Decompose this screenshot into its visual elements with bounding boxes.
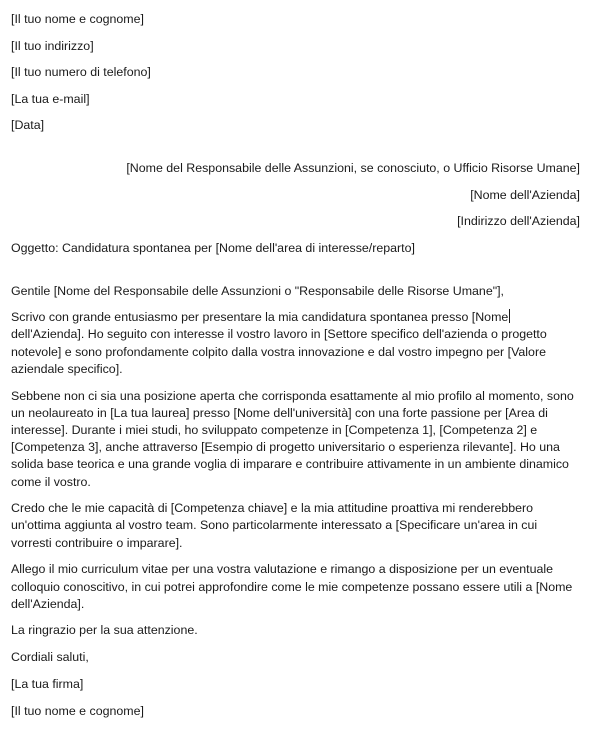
body-paragraph-1-rest: dell'Azienda]. Ho seguito con interesse il vostro lavoro in [Settore specifico dell'azienda o progetto notevole] e sono profondamente colpito dalla vostra innovazione e dal vostro impegno per [Valore aziendale specifico]. [11,327,547,376]
body-paragraph-2: Sebbene non ci sia una posizione aperta che corrisponda esattamente al mio profilo al momento, sono un neolaureato in [La tua laurea] presso [Nome dell'università] con una forte passione per [Area di interesse]. Durante i miei studi, ho sviluppato competenze in [Competenza 1], [Competenza 2] e [Competenza 3], anche attraverso [Esempio di progetto universitario o esperienza rilevante]. Ho una solida base teorica e una grande voglia di imparare e contribuire attivamente in un ambiente dinamico come il vostro. [11,388,574,489]
body-paragraph-1-start: Scrivo con grande entusiasmo per presentare la mia candidatura spontanea presso [Nome [11,310,509,325]
sender-address: [Il tuo indirizzo] [11,38,94,53]
sender-email: [La tua e-mail] [11,91,90,106]
recipient-company: [Nome dell'Azienda] [470,187,580,202]
body-paragraph-1 [11,309,580,378]
body-paragraph-4: Allego il mio curriculum vitae per una vostra valutazione e rimango a disposizione per un eventuale colloquio conoscitivo, in cui potrei approfondire come le mie competenze possano essere utili a [Nome dell'Azienda]. [11,562,573,611]
sender-phone: [Il tuo numero di telefono] [11,65,151,79]
sender-name: [Il tuo nome e cognome] [11,12,144,26]
letter-document[interactable] [11,11,580,729]
closing-regards: Cordiali saluti, [11,650,89,665]
closing-name: [Il tuo nome e cognome] [11,703,144,718]
letter-date: [Data] [11,118,45,132]
body-paragraph-3: Credo che le mie capacità di [Competenza chiave] e la mia attitudine proattiva mi renderebbero un'ottima aggiunta al vostro team. Sono particolarmente interessato a [Specificare un'area in cui vorresti contribuire o imparare]. [11,501,538,550]
closing-signature: [La tua firma] [11,676,84,691]
letter-salutation: Gentile [Nome del Responsabile delle Assunzioni o "Responsabile delle Risorse Umane"], [11,283,504,298]
recipient-block [11,160,580,230]
body-paragraph-5: La ringrazio per la sua attenzione. [11,623,198,638]
text-cursor [509,309,510,323]
sender-block [11,11,580,134]
letter-subject: Oggetto: Candidatura spontanea per [Nome dell'area di interesse/reparto] [11,240,415,255]
recipient-company-address: [Indirizzo dell'Azienda] [457,214,580,228]
recipient-manager: [Nome del Responsabile delle Assunzioni, se conosciuto, o Ufficio Risorse Umane] [126,161,580,175]
